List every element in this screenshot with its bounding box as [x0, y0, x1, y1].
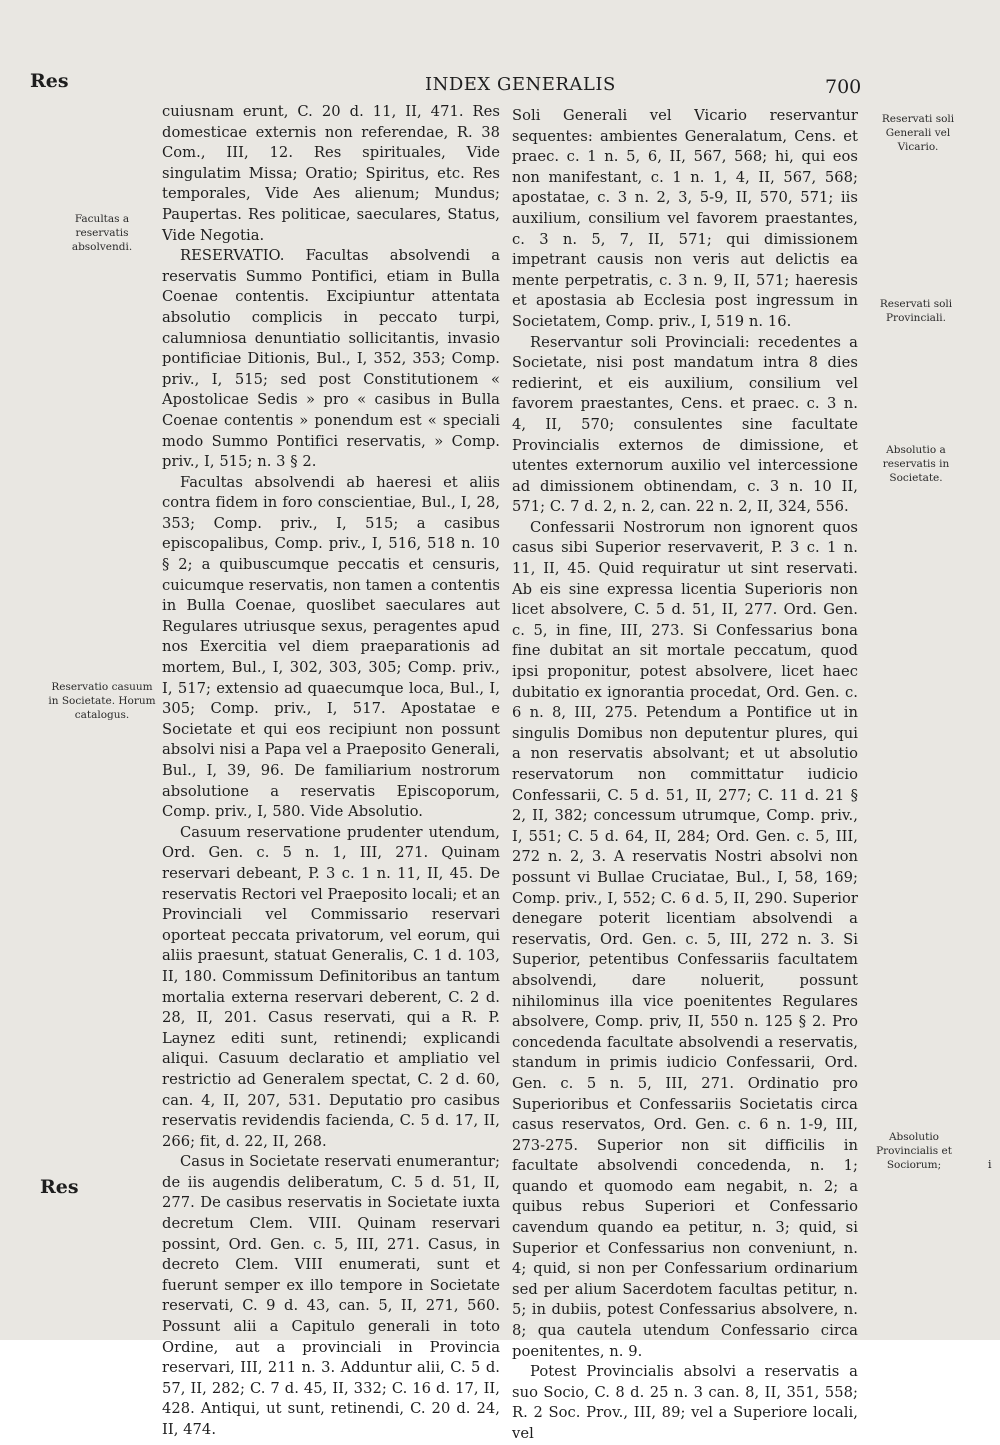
paragraph: Reservantur soli Provinciali: recedentes a Societate, nisi post mandatum intra 8 dies redierint, et eis auxilium, consilium vel favorem praestantes, Cens. et praec. c. 3 n. 4, II, 570; consulentes sine facultate Provincialis externos de dimissione, et utentes externorum auxilio vel intercessione ad dimissionem obtinendam, c. 3 n. 10 II, 571; C. 7 d. 2, n. 2, can. 22 n. 2, II, 324, 556.	[512, 333, 858, 516]
paragraph: cuiusnam erunt, C. 20 d. 11, II, 471. Res domesticae externis non referendae, R. 38 Com., III, 12. Res spirituales, Vide singulatim Missa; Oratio; Spiritus, etc. Res temporales, Vide Aes alienum; Mundus; Paupertas. Res politicae, saeculares, Status, Vide Negotia.	[162, 103, 500, 244]
header-word-bottom: Res	[40, 1176, 79, 1198]
right-text-column	[512, 106, 858, 1442]
margin-note-absolutio-societate: Absolutio a reservatis in Societate.	[882, 444, 950, 484]
header-word-top: Res	[30, 70, 69, 92]
paragraph: Casuum reservatione prudenter utendum, Ord. Gen. c. 5 n. 1, III, 271. Quinam reservari debeant, P. 3 c. 1 n. 11, II, 45. De reservatis Rectori vel Praeposito locali; et an Provinciali vel Commissario reservari oporteat peccata privatorum, vel eorum, qui aliis praesunt, statuat Generalis, C. 1 d. 103, II, 180. Commissum Definitoribus an tantum mortalia externa reservari deberent, C. 2 d. 28, II, 201. Casus reservati, qui a R. P. Laynez editi sunt, retinendi; explicandi aliqui. Casuum declaratio et ampliatio vel restrictio ad Generalem spectat, C. 2 d. 60, can. 4, II, 207, 531. Deputatio pro casibus reservatis revidendis facienda, C. 5 d. 17, II, 266; fit, d. 22, II, 268.	[162, 823, 500, 1150]
edge-mark: i	[988, 1158, 992, 1171]
margin-note-reservati-generali: Reservati soli Generali vel Vicario.	[881, 113, 955, 153]
page-number: 700	[825, 76, 862, 98]
margin-note-reservati-provinciali: Reservati soli Provinciali.	[879, 298, 953, 324]
paragraph: Potest Provincialis absolvi a reservatis a suo Socio, C. 8 d. 25 n. 3 can. 8, II, 351, 558; R. 2 Soc. Prov., III, 89; vel a Superiore locali, vel	[512, 1363, 858, 1442]
margin-note-facultas: Facultas a reservatis absolvendi.	[71, 213, 133, 253]
paragraph: Facultas absolvendi ab haeresi et aliis contra fidem in foro conscientiae, Bul., I, 28, 353; Comp. priv., I, 515; a casibus episcopalibus, Comp. priv., I, 516, 518 n. 10 § 2; a quibuscumque peccatis et censuris, cuicumque reservatis, non tamen a contentis in Bulla Coenae, quoslibet saeculares aut Regulares utriusque sexus, peragentes apud nos Exercitia vel diem praeparationis ad mortem, Bul., I, 302, 303, 305; Comp. priv., I, 517; extensio ad quaecumque loca, Bul., I, 305; Comp. priv., I, 517. Apostatae e Societate et qui eos recipiunt non possunt absolvi nisi a Papa vel a Praeposito Generali, Bul., I, 39, 96. De familiarium nostrorum absolutione a reservatis Episcoporum, Comp. priv., I, 580. Vide Absolutio.	[162, 473, 500, 821]
margin-note-absolutio-provincialis: Absolutio Provincialis et Sociorum;	[876, 1131, 952, 1171]
paragraph: Confessarii Nostrorum non ignorent quos casus sibi Superior reservaverit, P. 3 c. 1 n. 11, II, 45. Quid requiratur ut sint reservati. Ab eis sine expressa licentia Superioris non licet absolvere, C. 5 d. 51, II, 277. Ord. Gen. c. 5, in fine, III, 273. Si Confessarius bona fine dubitat an sit mortale peccatum, quod ipsi proponitur, potest absolvere, licet haec dubitatio ex ignorantia procedat, Ord. Gen. c. 6 n. 8, III, 275. Petendum a Pontifice ut in singulis Domibus non deputentur plures, qui a non reservatis absolvant; et ut absolutio reservatorum non committatur iudicio Confessarii, C. 5 d. 51, II, 277; C. 11 d. 21 § 2, II, 382; concessum utrumque, Comp. priv., I, 551; C. 5 d. 64, II, 284; Ord. Gen. c. 5, III, 272 n. 2, 3. A reservatis Nostri absolvi non possunt vi Bullae Cruciatae, Bul., I, 58, 169; Comp. priv., I, 552; C. 6 d. 5, II, 290. Superior denegare poterit licentiam absolvendi a reservatis, Ord. Gen. c. 5, III, 272 n. 3. Si Superior, petentibus Confessariis facultatem absolvendi, dare noluerit, possunt nihilominus illa vice poenitentes Regulares absolvere, Comp. priv, II, 550 n. 125 § 2. Pro concedenda facultate absolvendi a reservatis, standum in primis iudicio Confessarii, Ord. Gen. c. 5 n. 5, III, 271. Ordinatio pro Superioribus et Confessariis Societatis circa casus reservatos, Ord. Gen. c. 6 n. 1-9, III, 273-275. Superior non sit difficilis in facultate absolvendi concedenda, n. 1; quando et quomodo eam negabit, n. 2; a quibus rebus Superiori et Confessario cavendum quando ea petitur, n. 3; quid, si Superior et Confessarius non conveniunt, n. 4; quid, si non per Confessarium ordinarium sed per alium Sacerdotem facultas petitur, n. 5; in dubiis, potest Confessarius absolvere, n. 8; qua cautela utendum Confessario circa poenitentes, n. 9.	[512, 518, 858, 1360]
paragraph: RESERVATIO. Facultas absolvendi a reservatis Summo Pontifici, etiam in Bulla Coenae contentis. Excipiuntur attentata absolutio complicis in peccato turpi, calumniosa denuntiatio sollicitantis, invasio pontificiae Ditionis, Bul., I, 352, 353; Comp. priv., I, 515; sed post Constitutionem « Apostolicae Sedis » pro « casibus in Bulla Coenae contentis » ponendum est « speciali modo Summo Pontifici reservatis, » Comp. priv., I, 515; n. 3 § 2.	[162, 247, 500, 471]
left-text-column	[162, 102, 500, 1438]
margin-note-reservatio-casuum: Reservatio casuum in Societate. Horum catalogus.	[48, 681, 156, 721]
page-title: INDEX GENERALIS	[425, 74, 616, 95]
paragraph: Casus in Societate reservati enumerantur; de iis augendis deliberatum, C. 5 d. 51, II, 277. De casibus reservatis in Societate iuxta decretum Clem. VIII. Quinam reservari possint, Ord. Gen. c. 5, III, 271. Casus, in decreto Clem. VIII enumerati, sunt et fuerunt semper ex illo tempore in Societate reservati, C. 9 d. 43, can. 5, II, 271, 560. Possunt alii a Capitulo generali in toto Ordine, aut a provinciali in Provincia reservari, III, 211 n. 3. Adduntur alii, C. 5 d. 57, II, 282; C. 7 d. 45, II, 332; C. 16 d. 17, II, 428. Antiqui, ut sunt, retinendi, C. 20 d. 24, II, 474.	[162, 1153, 500, 1438]
paragraph: Soli Generali vel Vicario reservantur sequentes: ambientes Generalatum, Cens. et praec. c. 1 n. 5, 6, II, 567, 568; hi, qui eos non manifestant, c. 1 n. 1, 4, II, 567, 568; apostatae, c. 3 n. 2, 3, 5-9, II, 570, 571; iis auxilium, consilium vel favorem praestantes, c. 3 n. 5, 7, II, 571; qui dimissionem impetrant causis non veris aut delictis ea mente perpetratis, c. 3 n. 9, II, 571; haeresis et apostasia ab Ecclesia post ingressum in Societatem, Comp. priv., I, 519 n. 16.	[512, 107, 858, 330]
